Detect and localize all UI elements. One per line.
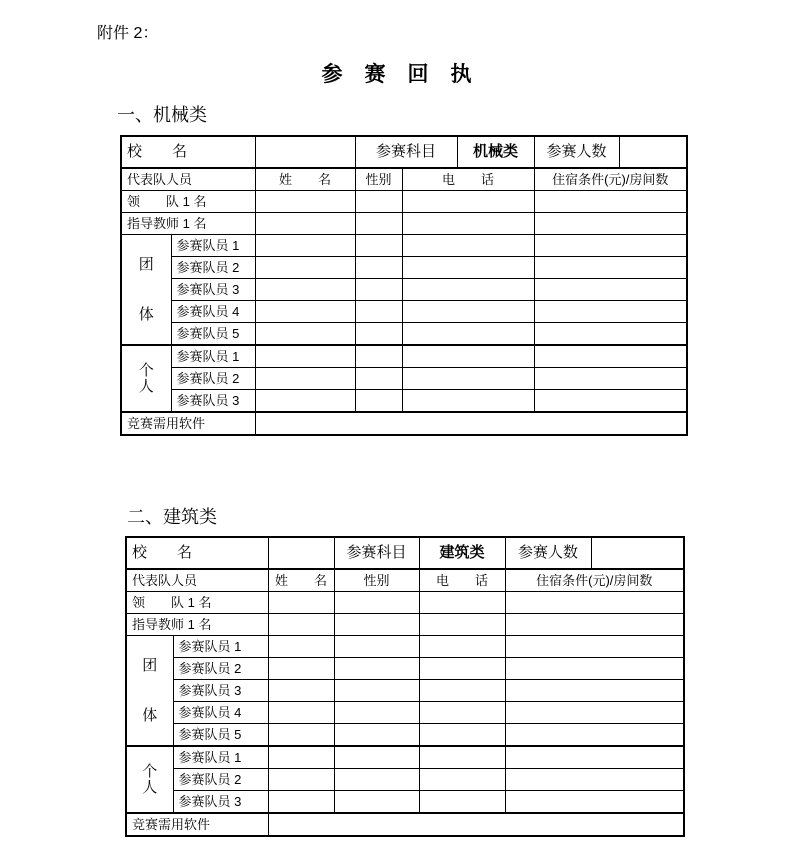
gender-input[interactable] (355, 301, 402, 323)
phone-input[interactable] (402, 257, 534, 279)
phone-input[interactable] (419, 636, 505, 658)
member-label: 参赛队员 2 (173, 769, 268, 791)
accommodation-input[interactable] (505, 680, 684, 702)
member-label: 参赛队员 2 (173, 658, 268, 680)
name-input[interactable] (268, 702, 334, 724)
column-header-accommodation: 住宿条件(元)/房间数 (505, 569, 684, 592)
gender-input[interactable] (355, 323, 402, 346)
column-header-phone: 电 话 (419, 569, 505, 592)
name-input[interactable] (255, 323, 355, 346)
accommodation-input[interactable] (534, 235, 687, 257)
name-input[interactable] (268, 791, 334, 814)
table-row (126, 769, 684, 791)
team-label-bottom: 体 (142, 706, 158, 724)
phone-input[interactable] (402, 213, 534, 235)
school-name-input[interactable] (268, 537, 334, 569)
member-label: 参赛队员 3 (173, 680, 268, 702)
subject-label: 参赛科目 (355, 136, 457, 168)
table-row (121, 191, 687, 213)
accommodation-input[interactable] (505, 791, 684, 814)
table-row (126, 702, 684, 724)
gender-input[interactable] (334, 658, 419, 680)
table-row (121, 368, 687, 390)
gender-input[interactable] (334, 592, 419, 614)
team-label-bottom: 体 (138, 305, 154, 323)
subject-value: 建筑类 (419, 537, 505, 569)
phone-input[interactable] (419, 614, 505, 636)
column-header-accommodation: 住宿条件(元)/房间数 (534, 168, 687, 191)
subject-value: 机械类 (457, 136, 534, 168)
gender-input[interactable] (334, 791, 419, 814)
table-row (126, 614, 684, 636)
phone-input[interactable] (402, 235, 534, 257)
form-header-row (126, 537, 684, 569)
phone-input[interactable] (419, 746, 505, 769)
table-row (121, 279, 687, 301)
page-title: 参赛回执 (321, 63, 494, 86)
column-header-row (121, 168, 687, 191)
accommodation-input[interactable] (534, 390, 687, 413)
software-input[interactable] (255, 412, 687, 435)
accommodation-input[interactable] (534, 279, 687, 301)
name-input[interactable] (255, 368, 355, 390)
participant-count-label: 参赛人数 (505, 537, 591, 569)
phone-input[interactable] (419, 769, 505, 791)
participant-count-input[interactable] (591, 537, 684, 569)
phone-input[interactable] (419, 592, 505, 614)
phone-input[interactable] (402, 390, 534, 413)
phone-input[interactable] (402, 279, 534, 301)
column-header-gender: 性别 (355, 168, 402, 191)
table-row (126, 680, 684, 702)
accommodation-input[interactable] (534, 301, 687, 323)
accommodation-input[interactable] (505, 592, 684, 614)
gender-input[interactable] (355, 191, 402, 213)
member-label: 参赛队员 2 (171, 368, 255, 390)
team-label-top: 团 (142, 656, 158, 674)
name-input[interactable] (255, 301, 355, 323)
accommodation-input[interactable] (505, 658, 684, 680)
accommodation-input[interactable] (505, 724, 684, 747)
table-row (121, 345, 687, 368)
accommodation-input[interactable] (534, 257, 687, 279)
phone-input[interactable] (419, 680, 505, 702)
team-group-label (121, 235, 171, 346)
column-header-name: 姓 名 (255, 168, 355, 191)
registration-form-architecture (125, 536, 685, 837)
gender-input[interactable] (334, 636, 419, 658)
name-input[interactable] (255, 213, 355, 235)
accommodation-input[interactable] (505, 746, 684, 769)
individual-group-label (126, 746, 173, 813)
name-input[interactable] (268, 769, 334, 791)
accommodation-input[interactable] (505, 769, 684, 791)
member-label: 参赛队员 4 (173, 702, 268, 724)
individual-label-bottom: 人 (142, 778, 158, 796)
column-header-representative: 代表队人员 (121, 168, 255, 191)
column-header-row (126, 569, 684, 592)
software-label: 竞赛需用软件 (121, 412, 255, 435)
table-row (126, 746, 684, 769)
individual-label-bottom: 人 (138, 377, 154, 395)
phone-input[interactable] (402, 191, 534, 213)
gender-input[interactable] (334, 724, 419, 747)
form-header-row (121, 136, 687, 168)
column-header-phone: 电 话 (402, 168, 534, 191)
phone-input[interactable] (419, 702, 505, 724)
table-row (126, 636, 684, 658)
member-label: 参赛队员 3 (171, 279, 255, 301)
member-label: 参赛队员 1 (171, 345, 255, 368)
individual-group-label (121, 345, 171, 412)
table-row (121, 301, 687, 323)
accommodation-input[interactable] (505, 614, 684, 636)
gender-input[interactable] (355, 235, 402, 257)
gender-input[interactable] (355, 279, 402, 301)
member-label: 参赛队员 3 (171, 390, 255, 413)
table-row (126, 592, 684, 614)
leader-label: 领 队 1 名 (126, 592, 268, 614)
member-label: 参赛队员 1 (173, 636, 268, 658)
column-header-representative: 代表队人员 (126, 569, 268, 592)
name-input[interactable] (268, 614, 334, 636)
accommodation-input[interactable] (505, 636, 684, 658)
member-label: 参赛队员 5 (171, 323, 255, 346)
subject-label: 参赛科目 (334, 537, 419, 569)
phone-input[interactable] (402, 368, 534, 390)
teacher-label: 指导教师 1 名 (126, 614, 268, 636)
member-label: 参赛队员 1 (173, 746, 268, 769)
leader-label: 领 队 1 名 (121, 191, 255, 213)
phone-input[interactable] (419, 724, 505, 747)
table-row (126, 724, 684, 747)
participant-count-label: 参赛人数 (534, 136, 619, 168)
school-label: 校 名 (126, 537, 268, 569)
name-input[interactable] (268, 746, 334, 769)
table-row (121, 235, 687, 257)
accommodation-input[interactable] (534, 323, 687, 346)
table-row (121, 213, 687, 235)
table-row (121, 323, 687, 346)
table-row (126, 813, 684, 836)
accommodation-input[interactable] (534, 368, 687, 390)
participant-count-input[interactable] (619, 136, 687, 168)
individual-label-top: 个 (142, 762, 158, 780)
school-name-input[interactable] (255, 136, 355, 168)
software-label: 竞赛需用软件 (126, 813, 268, 836)
name-input[interactable] (268, 680, 334, 702)
accommodation-input[interactable] (534, 213, 687, 235)
phone-input[interactable] (402, 301, 534, 323)
member-label: 参赛队员 2 (171, 257, 255, 279)
section-title-mechanical: 一、机械类 (117, 105, 207, 125)
gender-input[interactable] (334, 746, 419, 769)
phone-input[interactable] (402, 345, 534, 368)
gender-input[interactable] (334, 680, 419, 702)
team-label-top: 团 (138, 255, 154, 273)
name-input[interactable] (255, 235, 355, 257)
table-row (121, 412, 687, 435)
registration-form-mechanical (120, 135, 688, 436)
member-label: 参赛队员 5 (173, 724, 268, 747)
name-input[interactable] (255, 279, 355, 301)
attachment-label: 附件 2： (97, 25, 159, 42)
name-input[interactable] (255, 390, 355, 413)
name-input[interactable] (255, 191, 355, 213)
table-row (121, 390, 687, 413)
phone-input[interactable] (419, 658, 505, 680)
phone-input[interactable] (402, 323, 534, 346)
table-row (126, 658, 684, 680)
gender-input[interactable] (355, 345, 402, 368)
gender-input[interactable] (334, 614, 419, 636)
teacher-label: 指导教师 1 名 (121, 213, 255, 235)
name-input[interactable] (255, 257, 355, 279)
column-header-name: 姓 名 (268, 569, 334, 592)
table-row (126, 791, 684, 814)
school-label: 校 名 (121, 136, 255, 168)
name-input[interactable] (268, 592, 334, 614)
gender-input[interactable] (355, 368, 402, 390)
team-group-label (126, 636, 173, 747)
table-row (121, 257, 687, 279)
member-label: 参赛队员 3 (173, 791, 268, 814)
gender-input[interactable] (334, 769, 419, 791)
software-input[interactable] (268, 813, 684, 836)
gender-input[interactable] (355, 390, 402, 413)
phone-input[interactable] (419, 791, 505, 814)
name-input[interactable] (255, 345, 355, 368)
accommodation-input[interactable] (534, 345, 687, 368)
name-input[interactable] (268, 724, 334, 747)
name-input[interactable] (268, 636, 334, 658)
gender-input[interactable] (355, 257, 402, 279)
gender-input[interactable] (334, 702, 419, 724)
member-label: 参赛队员 1 (171, 235, 255, 257)
accommodation-input[interactable] (534, 191, 687, 213)
section-title-architecture: 二、建筑类 (127, 507, 217, 527)
name-input[interactable] (268, 658, 334, 680)
gender-input[interactable] (355, 213, 402, 235)
individual-label-top: 个 (138, 361, 154, 379)
accommodation-input[interactable] (505, 702, 684, 724)
member-label: 参赛队员 4 (171, 301, 255, 323)
column-header-gender: 性别 (334, 569, 419, 592)
